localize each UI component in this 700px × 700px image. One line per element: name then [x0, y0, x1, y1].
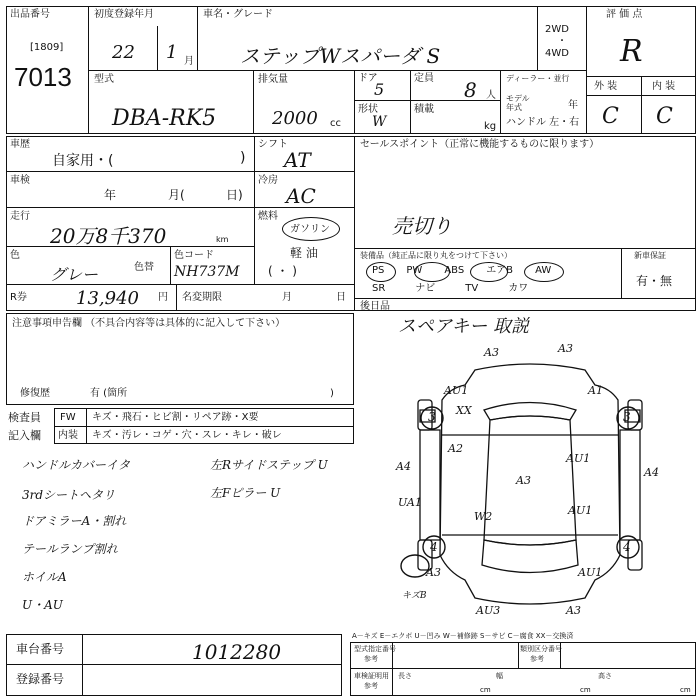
car-name-value: ステップWスパーダ S — [240, 44, 441, 68]
mark-au3: AU3 — [476, 604, 501, 617]
color-value: グレー — [50, 265, 99, 284]
r-unit: 円 — [158, 292, 168, 303]
equip-tv: TV — [465, 283, 479, 294]
type-ref: 参考 — [364, 655, 378, 663]
mark-a3-top-right: A3 — [558, 342, 573, 355]
recolor-label: 色替 — [134, 262, 154, 273]
name-change-month: 月 — [282, 292, 292, 303]
inspect-label: 車検 — [10, 175, 30, 186]
car-name-label: 車名・グレード — [203, 9, 273, 20]
mark-ua1-left: UA1 — [398, 496, 422, 509]
class-ref: 参考 — [530, 655, 544, 663]
notes-label: 注意事項申告欄 （不具合内容等は具体的に記入して下さい） — [12, 318, 286, 329]
note-right-2: 左Fピラー U — [210, 486, 281, 500]
capacity-value: 8 — [464, 78, 477, 102]
mark-a1-front-right: A1 — [588, 384, 603, 397]
height-label: 高さ — [598, 672, 612, 680]
first-reg-label: 初度登録年月 — [94, 9, 154, 20]
width-label: 幅 — [496, 672, 503, 680]
drive-sep: ・ — [557, 36, 567, 47]
chassis-label: 車台番号 — [16, 642, 65, 656]
mark-xx: XX — [456, 404, 472, 417]
width-unit: cm — [580, 686, 591, 694]
load-label: 積載 — [414, 104, 434, 115]
name-change-label: 名変期限 — [182, 292, 222, 303]
legend: A－キズ E－エクボ U－凹み W－補修跡 S－サビ C－腐食 XX－交換済 — [352, 632, 574, 640]
model-value: DBA-RK5 — [112, 106, 217, 131]
note-right-1: 左Rサイドステップ U — [210, 458, 328, 472]
reg-month-unit: 月 — [184, 56, 194, 67]
year-unit: 年 — [568, 100, 578, 111]
int-items: キズ・汚レ・コゲ・穴・スレ・キレ・破レ — [92, 430, 282, 441]
interior-value: C — [656, 104, 673, 129]
note-left-5: ホイルA — [22, 570, 67, 584]
inspect-month: 月( — [168, 188, 185, 202]
ac-label: 冷房 — [258, 175, 278, 186]
r-value: 13,940 — [76, 288, 139, 309]
mark-au1-rear-right: AU1 — [578, 566, 603, 579]
mark-4-right: 4 — [623, 540, 631, 554]
equip-leather: カワ — [508, 283, 529, 294]
note-left-3: ドアミラーA・割れ — [22, 514, 127, 528]
mark-a3-rear-right: A3 — [566, 604, 581, 617]
new-car-label: 新車保証 — [634, 251, 666, 260]
mark-a3-roof: A3 — [516, 474, 531, 487]
reg-year: 22 — [112, 42, 135, 63]
fw-items: キズ・飛石・ヒビ割・リペア跡・X要 — [92, 412, 259, 423]
fuel-label: 燃料 — [258, 211, 278, 222]
capacity-label: 定員 — [414, 73, 434, 84]
inspect-day: 日) — [226, 188, 243, 202]
repair-close: ) — [330, 388, 334, 399]
note-left-4: テールランプ割れ — [22, 542, 118, 556]
mark-4-left: 4 — [430, 540, 438, 554]
cert-label: 車検証明用 — [354, 672, 389, 680]
equip-sr: SR — [372, 283, 386, 294]
length-label: 長さ — [398, 672, 412, 680]
equip-navi: ナビ — [415, 283, 436, 294]
class-label: 類別区分番号 — [520, 645, 562, 653]
history-value: 自家用・( — [52, 153, 114, 169]
mark-a3-rear-left: A3 — [426, 566, 441, 579]
equip-abs-circle — [470, 262, 508, 282]
equip-pw: PW — [406, 265, 423, 276]
cert-ref: 参考 — [364, 682, 378, 690]
fuel-gas: ガソリン — [290, 224, 330, 235]
mileage-value: 20万8千370 — [50, 224, 167, 248]
reg-no-label: 登録番号 — [16, 672, 65, 686]
inspect-year: 年 — [104, 188, 117, 202]
selling-label: セールスポイント（正常に機能するものに限ります） — [360, 139, 600, 150]
aftermarket-value: スペアキー 取説 — [398, 316, 530, 337]
disp-label: 排気量 — [258, 74, 288, 85]
fuel-diesel: 軽 油 — [290, 246, 318, 260]
mark-a4-right: A4 — [644, 466, 659, 479]
equip-abs: ABS — [444, 265, 465, 276]
grade-value: R — [620, 34, 643, 69]
lot-label: 出品番号 — [10, 9, 50, 20]
shape-label: 形状 — [358, 104, 378, 115]
chassis-value: 1012280 — [192, 640, 282, 664]
mark-au1-right-upper: AU1 — [566, 452, 591, 465]
fuel-paren: ( ・ ) — [268, 264, 297, 278]
mileage-unit: km — [216, 235, 229, 244]
mark-w2: W2 — [474, 510, 493, 523]
name-change-day: 日 — [336, 292, 346, 303]
dealer-label: ディーラー・並行 — [506, 74, 570, 83]
drive-4wd: 4WD — [545, 48, 569, 59]
shape-value: W — [372, 114, 387, 130]
shift-label: シフト — [258, 139, 288, 150]
inspector-label-1: 検査員 — [8, 411, 41, 424]
exterior-label: 外 装 — [594, 81, 618, 92]
equip-ps-circle — [366, 262, 396, 282]
model-year-label: モデル年式 — [506, 94, 530, 112]
mileage-label: 走行 — [10, 211, 30, 222]
mark-kizu-b: キズB — [402, 591, 427, 601]
note-left-2: 3rdシートヘタリ — [22, 488, 116, 502]
exterior-value: C — [602, 104, 619, 129]
equip-airbag: エアB — [486, 265, 514, 276]
new-car-value: 有・無 — [636, 274, 673, 288]
equip-row-2 — [370, 281, 530, 297]
interior-label: 内 装 — [652, 81, 676, 92]
equip-pw-circle — [414, 262, 450, 282]
colorcode-value: NH737M — [174, 264, 240, 280]
color-label: 色 — [10, 250, 20, 261]
r-label: R券 — [10, 292, 27, 303]
disp-value: 2000 — [272, 108, 318, 129]
note-left-1: ハンドルカバーイタ — [22, 458, 131, 472]
handle-label: ハンドル 左・右 — [506, 117, 580, 128]
fuel-gas-circle — [282, 217, 340, 241]
repair-value: 有 (箇所 — [90, 388, 128, 399]
ac-value: AC — [286, 184, 316, 208]
history-label: 車歴 — [10, 139, 30, 150]
equip-aw: AW — [535, 265, 552, 276]
model-label: 型式 — [94, 74, 114, 85]
height-unit: cm — [680, 686, 691, 694]
mark-au1-front-left: AU1 — [444, 384, 469, 397]
mark-a3-top-left: A3 — [484, 346, 499, 359]
disp-unit: cc — [330, 118, 341, 129]
aftermarket-label: 後日品 — [360, 301, 390, 312]
equip-ps: PS — [372, 265, 385, 276]
door-value: 5 — [374, 80, 385, 99]
load-unit: kg — [484, 121, 497, 132]
capacity-unit: 人 — [486, 90, 496, 101]
door-label: ドア — [358, 73, 378, 84]
mark-3-right: 3 — [623, 410, 631, 424]
mark-au1-right-mid: AU1 — [568, 504, 593, 517]
mark-3-left: 3 — [428, 410, 436, 424]
reg-month: 1 — [166, 42, 178, 63]
lot-sub: [1809] — [30, 42, 64, 53]
history-close: ) — [240, 150, 246, 166]
equip-airbag-circle — [524, 262, 564, 282]
repair-label: 修復歴 — [20, 388, 50, 399]
shift-value: AT — [284, 148, 311, 172]
mark-a2: A2 — [448, 442, 463, 455]
lot-number: 7013 — [14, 62, 72, 92]
int-label: 内装 — [58, 430, 78, 441]
inspector-label-2: 記入欄 — [8, 429, 41, 442]
mark-a4-left: A4 — [396, 460, 411, 473]
type-label: 型式指定番号 — [354, 645, 396, 653]
drive-2wd: 2WD — [545, 24, 569, 35]
selling-value: 売切り — [392, 214, 452, 238]
colorcode-label: 色コード — [174, 250, 214, 261]
equip-label: 装備品（純正品に限り丸をつけて下さい） — [360, 251, 512, 260]
fw-label: FW — [60, 412, 76, 423]
note-left-6: U・AU — [22, 598, 63, 612]
grade-label: 評 価 点 — [606, 9, 643, 20]
length-unit: cm — [480, 686, 491, 694]
